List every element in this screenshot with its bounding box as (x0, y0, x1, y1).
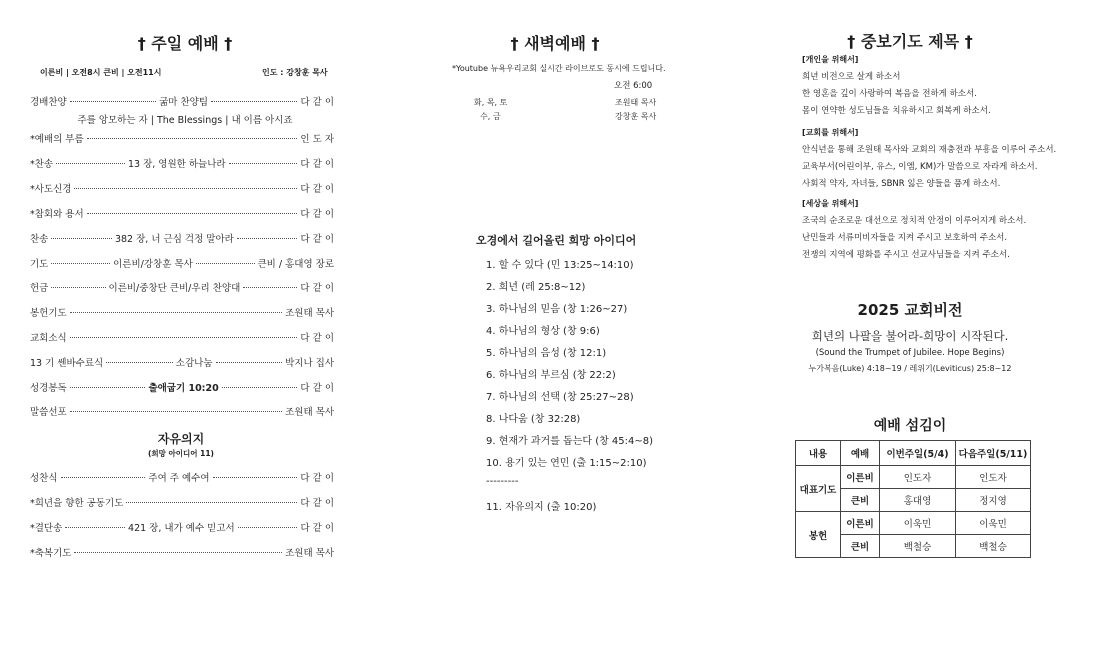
dot-leader (61, 477, 146, 478)
order-item-label: 성경봉독 (30, 383, 67, 394)
order-item-person: 다 같 이 (300, 159, 334, 170)
table-cell-group: 봉헌 (796, 512, 841, 558)
table-row (796, 466, 1031, 489)
table-header: 이번주일(5/4) (880, 441, 956, 466)
table-row (796, 512, 1031, 535)
youtube-note: *Youtube 뉴욕우리교회 실시간 라이브로도 동시에 드립니다. (452, 64, 666, 73)
servers-table (795, 440, 1031, 558)
order-item-label: 찬송 (30, 234, 49, 245)
table-cell: 이욱민 (956, 512, 1031, 535)
order-item-label: *사도신경 (30, 184, 72, 195)
vision-title: 2025 교회비전 (857, 301, 963, 319)
order-item-person: 큰비 / 홍대영 장로 (257, 259, 334, 270)
order-item (30, 280, 334, 294)
order-item-detail: 이른비/중창단 큰비/우리 찬양대 (108, 283, 241, 294)
dot-leader (106, 362, 173, 363)
prayer-section-heading: [개인을 위해서] (802, 55, 859, 64)
dot-leader (74, 552, 282, 553)
dot-leader (51, 287, 105, 288)
table-cell: 백철승 (880, 535, 956, 558)
list-item: 3. 하나님의 믿음 (창 1:26~27) (486, 304, 628, 315)
vision-english: (Sound the Trumpet of Jubilee. Hope Begins) (815, 348, 1005, 358)
dot-leader (196, 263, 255, 264)
order-item-label: *결단송 (30, 523, 63, 534)
prayer-line: 안식년을 통해 조원태 목사와 교회의 재충전과 부흥을 이루어 주소서. (802, 145, 1057, 155)
order-item-person: 다 같 이 (300, 498, 334, 509)
table-cell: 인도자 (880, 466, 956, 489)
order-item-label: *축복기도 (30, 548, 72, 559)
order-item-label: 교회소식 (30, 333, 67, 344)
table-cell: 홍대영 (880, 489, 956, 512)
table-header: 내용 (796, 441, 841, 466)
order-item (30, 206, 334, 220)
table-cell: 이른비 (841, 466, 880, 489)
order-item-person: 조원태 목사 (285, 548, 334, 559)
order-item-person: 다 같 이 (300, 383, 334, 394)
order-item-detail: 13 장, 영원한 하늘나라 (127, 159, 226, 170)
prayer-line: 교육부서(어린이부, 유스, 이엠, KM)가 말씀으로 자라게 하소서. (802, 162, 1038, 172)
table-cell: 이욱민 (880, 512, 956, 535)
prayer-line: 전쟁의 지역에 평화를 주시고 선교사님들을 지켜 주소서. (802, 250, 1010, 260)
sermon-title: 자유의지 (157, 432, 205, 446)
order-item (30, 355, 334, 369)
dawn-leader-1: 조원태 목사 (615, 98, 657, 107)
prayer-section-heading: [세상을 위해서] (802, 199, 859, 208)
order-item-person: 다 같 이 (300, 97, 335, 108)
order-item (30, 94, 334, 108)
list-item: 4. 하나님의 형상 (창 9:6) (486, 326, 600, 337)
intercession-title: † 중보기도 제목 † (847, 32, 973, 51)
order-item (30, 470, 334, 484)
order-item-label: *찬송 (30, 159, 54, 170)
dot-leader (222, 387, 298, 388)
prayer-section-heading: [교회를 위해서] (802, 128, 859, 137)
dot-leader (70, 337, 298, 338)
dot-leader (237, 238, 298, 239)
dawn-days-1: 화, 목, 토 (474, 98, 508, 107)
order-item (30, 380, 334, 394)
dot-leader (238, 527, 298, 528)
worship-times: 이른비 | 오전8시 큰비 | 오전11시 (40, 68, 162, 77)
order-item-detail: 382 장, 너 근심 걱정 말아라 (114, 234, 234, 245)
order-item-label: 헌금 (30, 283, 49, 294)
sunday-worship-title: † 주일 예배 † (137, 34, 233, 53)
dot-leader (70, 101, 156, 102)
dot-leader (213, 477, 298, 478)
order-item-label: 경배찬양 (30, 97, 67, 108)
prayer-line: 난민들과 서류미비자들을 지켜 주시고 보호하여 주소서. (802, 233, 1008, 243)
table-cell: 이른비 (841, 512, 880, 535)
table-cell: 정지영 (956, 489, 1031, 512)
order-item-label: 봉헌기도 (30, 308, 67, 319)
dot-leader (229, 163, 298, 164)
order-item-person: 인 도 자 (300, 134, 334, 145)
dot-leader (51, 238, 112, 239)
order-item (30, 156, 334, 170)
prayer-line: 사회적 약자, 자녀들, SBNR 잃은 양들을 품게 하소서. (802, 179, 1001, 189)
sermon-subtitle: (희망 아이디어 11) (148, 449, 214, 458)
list-item: 5. 하나님의 음성 (창 12:1) (486, 348, 607, 359)
dawn-time: 오전 6:00 (614, 81, 653, 91)
order-item-label: 13 기 쎈바수료식 (30, 358, 104, 369)
table-header: 다음주일(5/11) (956, 441, 1031, 466)
dot-leader (70, 312, 282, 313)
list-item: --------- (486, 476, 519, 487)
order-item-person: 다 같 이 (300, 333, 334, 344)
dot-leader (87, 213, 298, 214)
order-item-detail: 소감나눔 (175, 358, 213, 369)
dot-leader (70, 387, 146, 388)
order-item-label: *예배의 부름 (30, 134, 84, 145)
hope-ideas-title: 오경에서 길어올린 희망 아이디어 (476, 234, 637, 247)
order-item-person: 조원태 목사 (285, 308, 334, 319)
worship-leader: 인도 : 강창훈 목사 (262, 68, 328, 77)
order-item-detail: 굶마 찬양팀 (159, 97, 209, 108)
order-item-detail: 출애굽기 10:20 (148, 383, 219, 394)
order-item-label: 말씀선포 (30, 407, 67, 418)
table-cell: 인도자 (956, 466, 1031, 489)
order-item-person: 다 같 이 (300, 523, 335, 534)
order-item-person: 조원태 목사 (285, 407, 334, 418)
order-item (30, 131, 334, 145)
prayer-line: 한 영혼을 깊이 사랑하여 복음을 전하게 하소서. (802, 89, 977, 99)
list-item: 10. 용기 있는 연민 (출 1:15~2:10) (486, 458, 647, 469)
order-item (30, 520, 334, 534)
dot-leader (56, 163, 125, 164)
vision-reference: 누가복음(Luke) 4:18~19 / 레위기(Leviticus) 25:8~12 (808, 364, 1012, 373)
order-item (30, 545, 334, 559)
list-item: 9. 현재가 과거를 돕는다 (창 45:4~8) (486, 436, 654, 447)
list-item: 7. 하나님의 선택 (창 25:27~28) (486, 392, 634, 403)
order-item-person: 다 같 이 (300, 283, 334, 294)
order-item-person: 다 같 이 (300, 473, 334, 484)
order-item-person: 다 같 이 (300, 234, 335, 245)
list-item: 8. 나다움 (창 32:28) (486, 414, 581, 425)
dot-leader (211, 101, 297, 102)
table-cell: 큰비 (841, 489, 880, 512)
dot-leader (216, 362, 283, 363)
order-item (30, 256, 334, 270)
table-cell: 큰비 (841, 535, 880, 558)
order-item (30, 181, 334, 195)
dot-leader (70, 411, 282, 412)
order-item-label: 기도 (30, 259, 49, 270)
list-item: 6. 하나님의 부르심 (창 22:2) (486, 370, 616, 381)
order-item-detail: 주여 주 예수여 (148, 473, 210, 484)
prayer-line: 조국의 순조로운 대선으로 정치적 안정이 이루어지게 하소서. (802, 216, 1027, 226)
dot-leader (65, 527, 125, 528)
order-item-label: *희년을 향한 공동기도 (30, 498, 124, 509)
vision-main: 희년의 나팔을 불어라-희망이 시작된다. (811, 329, 1009, 343)
order-item-person: 다 같 이 (300, 184, 334, 195)
praise-songs: 주를 앙모하는 자 | The Blessings | 내 이름 아시죠 (77, 115, 293, 126)
dot-leader (51, 263, 110, 264)
table-header: 예배 (841, 441, 880, 466)
dawn-worship-title: † 새벽예배 † (510, 34, 600, 53)
prayer-line: 몸이 연약한 성도님들을 치유하시고 회복케 하소서. (802, 106, 991, 116)
order-item (30, 495, 334, 509)
order-item-label: 성찬식 (30, 473, 58, 484)
order-item (30, 305, 334, 319)
servers-table-title: 예배 섬김이 (873, 418, 947, 434)
order-item-detail: 이른비/강창훈 목사 (113, 259, 193, 270)
table-header-row (796, 441, 1031, 466)
order-item-detail: 421 장, 내가 예수 믿고서 (128, 523, 235, 534)
order-item (30, 330, 334, 344)
dot-leader (74, 188, 297, 189)
order-item-label: *참회와 용서 (30, 209, 84, 220)
list-item: 2. 희년 (레 25:8~12) (486, 282, 586, 293)
order-item-person: 박지나 집사 (285, 358, 335, 369)
dawn-days-2: 수, 금 (480, 112, 501, 121)
dawn-leader-2: 강창훈 목사 (615, 112, 657, 121)
table-cell-group: 대표기도 (796, 466, 841, 512)
dot-leader (87, 138, 298, 139)
order-item (30, 231, 334, 245)
table-cell: 백철승 (956, 535, 1031, 558)
prayer-line: 희년 비전으로 살게 하소서 (802, 72, 901, 82)
order-item (30, 404, 334, 418)
dot-leader (126, 502, 297, 503)
order-item-person: 다 같 이 (300, 209, 334, 220)
list-item: 11. 자유의지 (출 10:20) (486, 502, 597, 513)
dot-leader (243, 287, 297, 288)
list-item: 1. 할 수 있다 (민 13:25~14:10) (486, 260, 634, 271)
